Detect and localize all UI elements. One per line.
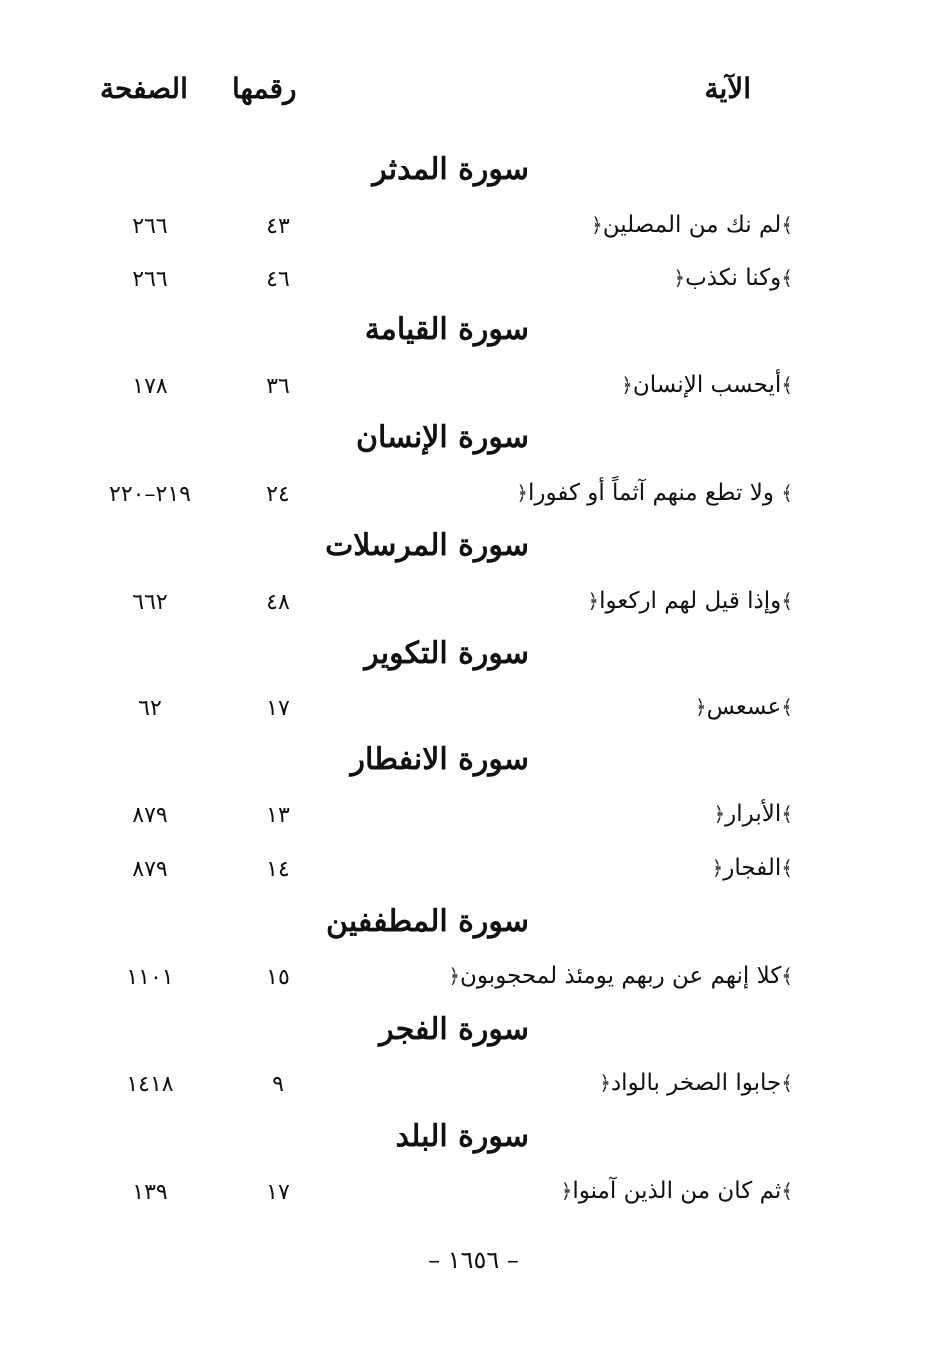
ornate-bracket-open-icon: ﴿ [694, 695, 707, 719]
ayah-number: ١٣ [266, 803, 290, 828]
ornate-bracket-close-icon: ﴾ [781, 1071, 793, 1095]
ornate-bracket-open-icon: ﴿ [711, 856, 724, 880]
page-reference: ٢٦٦ [132, 214, 168, 239]
ornate-bracket-close-icon: ﴾ [781, 266, 793, 290]
surah-title: سورة المدثر [372, 152, 529, 187]
ayah-text: ﴾عسعس﴿ [694, 694, 793, 720]
ayah-text: ﴾ثم كان من الذين آمنوا﴿ [560, 1178, 793, 1204]
surah-title: سورة الانفطار [350, 742, 529, 777]
ayah-number: ١٧ [266, 1180, 290, 1205]
column-header-page: الصفحة [100, 72, 188, 105]
ayah-number: ٩ [272, 1072, 284, 1097]
ornate-bracket-close-icon: ﴾ [781, 802, 793, 826]
ornate-bracket-close-icon: ﴾ [781, 964, 793, 988]
ornate-bracket-close-icon: ﴾ [781, 1179, 793, 1203]
page-reference: ٢١٩–٢٢٠ [109, 482, 191, 507]
ayah-text: ﴾أيحسب الإنسان﴿ [621, 372, 793, 398]
column-header-ayah: الآية [704, 72, 751, 105]
ayah-text: ﴾الفجار﴿ [711, 855, 793, 881]
ornate-bracket-open-icon: ﴿ [587, 589, 600, 613]
ornate-bracket-open-icon: ﴿ [621, 373, 633, 397]
ayah-number: ١٥ [266, 965, 290, 990]
page-reference: ١٣٩ [132, 1180, 168, 1205]
ornate-bracket-close-icon: ﴾ [781, 481, 793, 505]
ayah-text: ﴾لم نك من المصلين﴿ [590, 212, 793, 238]
ornate-bracket-close-icon: ﴾ [781, 695, 793, 719]
ornate-bracket-close-icon: ﴾ [781, 213, 793, 237]
page-reference: ١١٠١ [126, 965, 174, 990]
ayah-number: ١٤ [266, 857, 290, 882]
ayah-text: ﴾جابوا الصخر بالواد﴿ [599, 1070, 793, 1096]
ayah-text: ﴾الأبرار﴿ [713, 801, 793, 827]
ayah-text: ﴾كلا إنهم عن ربهم يومئذ لمحجوبون﴿ [448, 963, 793, 989]
ornate-bracket-close-icon: ﴾ [781, 373, 793, 397]
ayah-text: ﴾وكنا نكذب﴿ [673, 265, 793, 291]
surah-title: سورة الإنسان [355, 420, 529, 455]
ayah-number: ٤٨ [266, 590, 290, 615]
ornate-bracket-open-icon: ﴿ [448, 964, 461, 988]
page-reference: ٨٧٩ [132, 803, 168, 828]
ornate-bracket-close-icon: ﴾ [781, 856, 793, 880]
ayah-text: ﴾وإذا قيل لهم اركعوا﴿ [587, 588, 793, 614]
page-reference: ٢٦٦ [132, 267, 168, 292]
ornate-bracket-open-icon: ﴿ [516, 481, 528, 505]
ornate-bracket-open-icon: ﴿ [560, 1179, 573, 1203]
surah-title: سورة البلد [395, 1119, 529, 1154]
page-reference: ١٧٨ [132, 374, 168, 399]
ornate-bracket-open-icon: ﴿ [599, 1071, 611, 1095]
ornate-bracket-close-icon: ﴾ [781, 589, 793, 613]
ayah-number: ٤٦ [266, 267, 290, 292]
surah-title: سورة التكوير [364, 636, 529, 671]
ayah-text: ﴾ ولا تطع منهم آثماً أو كفورا﴿ [516, 480, 793, 506]
surah-title: سورة الفجر [379, 1012, 529, 1047]
page-number: – ١٦٥٦ – [428, 1246, 519, 1274]
ornate-bracket-open-icon: ﴿ [713, 802, 726, 826]
page-reference: ١٤١٨ [126, 1072, 174, 1097]
ayah-number: ١٧ [266, 696, 290, 721]
ayah-number: ٣٦ [266, 374, 290, 399]
ornate-bracket-open-icon: ﴿ [673, 266, 686, 290]
page-reference: ٨٧٩ [132, 857, 168, 882]
column-header-number: رقمها [232, 72, 297, 105]
surah-title: سورة القيامة [364, 312, 529, 347]
ayah-number: ٤٣ [266, 214, 290, 239]
ayah-number: ٢٤ [266, 482, 290, 507]
ornate-bracket-open-icon: ﴿ [590, 213, 603, 237]
page-reference: ٦٢ [138, 696, 162, 721]
page-reference: ٦٦٢ [132, 590, 168, 615]
surah-title: سورة المرسلات [325, 528, 529, 563]
surah-title: سورة المطففين [326, 904, 529, 939]
